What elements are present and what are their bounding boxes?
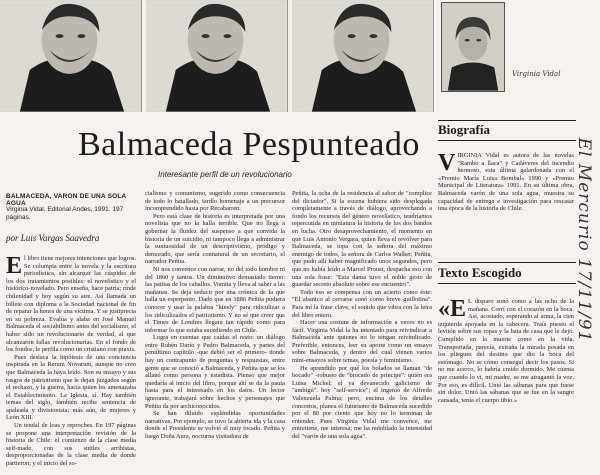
headline: Balmaceda Pespunteado (78, 126, 420, 163)
paragraph: Hacer una costura de información a veces no es fácil. Virginia Vidal la ha intentado para reivindicar a Balmaceda ante quienes no lo tengan reivindicado. Preferible, entonces, leer su aporte como un ensayo sobre Balmaceda, y dentro del cual vienen varios mini-ensayos sobre temas, poesía y feminismo. (292, 319, 432, 365)
biografia-text (438, 152, 574, 252)
paragraph-text: l libro tiene mejores intenciones que logros. Se columpia entre la novela y la escritura periodística, sin alcanzar las cúspides de los dos tratamientos posibles: el novelístico y el histórico-novelado. Pero enseña, hace patria; rinde chilenidad y hoy según su aire. Así llamada un billete con diploma a la Sociedad nacional de fin de reparar la honra de una víctima. Y se justiprecia en su pobreza. Evalúa y alaba en José Manuel Balmaceda el sociabilismo antes del socialismo, el haber sido un revolucionario de verdad, al que alcanzaron fallas revolucionarias. En el fondo de los fondos, le perfila como un cristiano con praxis. (6, 255, 136, 354)
dropcap: E (6, 255, 23, 279)
date-stamp: El Mercurio 17/11/91 (574, 137, 594, 343)
texto-escogido-heading: Texto Escogido (438, 265, 576, 284)
book-title: BALMACEDA, VARON DE UNA SOLA AGUA (6, 193, 127, 207)
author-portrait-image (442, 3, 504, 91)
paragraph: Pues destaca la hipótesis de una conciencia inspirada en la Rerum Novarum, aunque no creo que Balmaceda la haya leído. Son su ensayo y sus rasgos de patriotismo que le dejan juzgados según el rechazo, y la guerra, hacia quien les amenazaba el Establecimiento. La Iglesia, sí. Hay también temas del siglo, también recibe sentencia de apaleada y divisionista; más aún, de mujeres y León XIII. (6, 353, 136, 422)
article-column-3 (292, 190, 432, 473)
paragraph (6, 255, 136, 354)
sidebar-top-rule (438, 120, 576, 121)
paragraph: Todo eso se compensa con un acierto como éste: "El abanico al cerrarse sonó como breve guillotina". Para mí la frase clave, el sonido que vibra con la letra del libro entero. (292, 288, 432, 319)
author-photo (441, 2, 505, 92)
paragraph (438, 298, 574, 404)
deck: Interesante perfil de un revolucionario (158, 170, 292, 179)
portrait-balmaceda-2 (146, 0, 288, 112)
paragraph-text: IRGINIA Vidal es autora de las novelas "Rambo a llaca" y Cadáveres del incendio hermoso, esta última galardonada con el «Premio María Luisa Bombal» 1990 y «Premio Municipal de Literatura» 1991. En su última obra, Balmaceda varón de una sola agua, muestra su capacidad de entrega e investigación para rescatar una época de la historia de Chile. (438, 152, 574, 213)
paragraph (438, 152, 574, 213)
book-publication: Virginia Vidal. Editorial Andes, 1991. 197 páginas. (6, 206, 124, 221)
paragraph: He aprendido por qué los bolados se llaman "de bocado" -robusto de "brocado de príncipe": quién era Luisa Michel; el ya devanecido galicismo de "ambigú". hoy "self-service"; el ingenio de Alfredo Valenzuela Palma; pero, encima de los detalles concretos, planea el futurismo de Balmaceda sucedido por el 80 por ciento que hoy no lo terminan de entender. Pues Virginia Vidal me convence, me entretiene, me interesa; me ha redoblado la intensidad del "varón de una sola agua". (292, 364, 432, 440)
photo-caption: Virginia Vidal (512, 70, 561, 78)
portrait-image (292, 0, 433, 112)
paragraph: Peñita, la ocha de la residencia al sabor de "complice del dictador". Si la escena hubiera sido desplegada completamente a través de diálogo, aprovechando a fondo los recursos del género novelístico, tendríamos repercutida en miniatura la historia de los dos bandos en lucha. Otro desaprovechamiento, el momento en que Luis Antonio Vergara, quien lleva el revólver para Balmaceda, se topa con la señora del máximo enemigo de todos, la señora de Carlos Walker. Peñita, que pudo allí haber magnificado unos segundos, pero que no había leído a Marcel Proust, despacha eso con una sola frase: "Esta dama tuvo el noble gesto de guardar secreto absoluto sobre ese encuentro". (292, 190, 432, 289)
biografia-heading: Biografía (438, 122, 576, 141)
paragraph: Se han diluido espléndidas oportunidades narrativas. Por ejemplo, se tuvo la abierta ida y la casa donde el Presidente se volvió el muy tocado. Peñita y luego Doña Aura, nocturna visitadora de (145, 410, 285, 440)
texto-escogido-text (438, 298, 574, 473)
paragraph: Pero está clase de historia es interpretada por una novelista que no la halla terrible. Que no llega a gobernar la fluidez del suspenso a que convida la historia de un suicidio, ni tampoco llega a administrar la suntuosidad de un descriptivismo, pródigo y demorado, que sería connatural de un secretario, el narrador Peñita. (145, 212, 285, 266)
paragraph: Logra en cuentas que caídas el resto: un diálogo entre Rubén Darío y Pedro Balmaceda, y partes del penúltimo capítulo -que debió ser el primero- donde hay un contrapunto de preguntas y respuestas, entre gente que se conoció a Balmaceda, y Peñita que se los allanó como persona y estadista. Pienso que mejor quedaría al inicio del libro, porque ahí se da la pauta hasta para el interesado en los datos. Un lector ignorante, trabajará sobre hechos y personajes que Peñita da por archiconocidos. (145, 334, 285, 410)
article-column-2 (145, 190, 285, 473)
article-column-1 (6, 255, 136, 473)
sidebar-mid-rule (438, 262, 576, 263)
portrait-image (146, 0, 287, 112)
portrait-balmaceda-1 (0, 0, 142, 112)
dropcap: «E (438, 298, 467, 322)
dropcap: V (438, 152, 456, 176)
paragraph: Ni nos convence con narrar, no del todo hombre ni del 1860 y tantos. Un diminutivo demasiado tierno: las patitas de los caballos. Vomita y lleva al saber a las mañanas. Se deja seducir por una crónica de la que halla un esperpento. Dado que en 1886 Peñita pudiera conocer y usar la palabra "kinsly" para ridiculizar a los ridiculizados el patriotismo. Y no sé que creer que el Times de Londres llegara tan rápido como para informar lo que estaba sucediendo en Chile. (145, 265, 285, 334)
paragraph: Un tendal de loas y reproches. En 197 páginas se propone una interpretación revisión de la historia de Chile: el comienzo de la clase media self-made, con sus sutiles arribistas, desproporcionadas de la clase media de donde partieron; y el inicio del so- (6, 422, 136, 468)
portrait-balmaceda-3 (292, 0, 434, 112)
paragraph-text: L disparo sonó como a las ocho de la mañana. Corrí con el corazón en la boca. Así, acostado, esperando al arma, la cien izquierda apoyada en la cabecera. Traía puesto el levitón sobre sus ropas y la bata de casa que le dejó. Cumplido en la muerte como en la vida. Transportada, parecía, extraña la mirada posada en los pliegues del destino que dio la boca del estómago. No se cómo conseguí decir los pasos. Si no me acerco, lo habría creído dormido. Me cuenta que cuando lo vi, mi madre, se me atragantó la voz. Por eso, es difícil. Untó las sábanas para que fuese sin dolor. Untó las sábanas que se fue en la sangre cansada, tenía el cuerpo tibio.» (438, 298, 574, 404)
byline: por Luis Vargas Saavedra (6, 233, 100, 243)
paragraph: cialismo y comunismo, sugerido como consecuencia de todo lo batallado, tardío homenaje a un precursor incomprendido hasta por Recabarren. (145, 190, 285, 213)
portrait-image (0, 0, 141, 112)
